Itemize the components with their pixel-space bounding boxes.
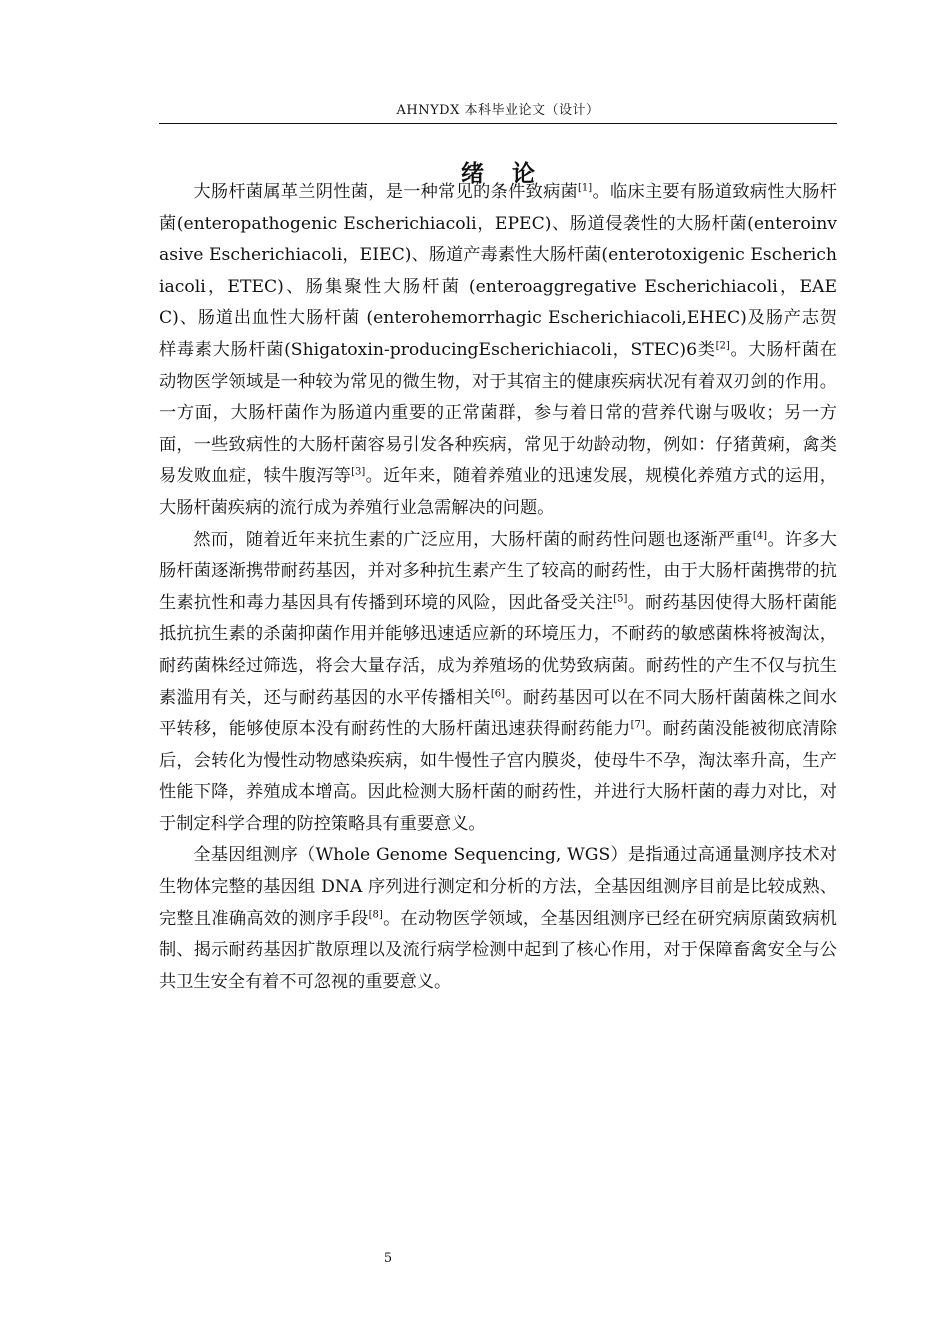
citation-ref: [3] <box>351 466 366 478</box>
header-rule <box>159 123 837 124</box>
text-run: 全基因组测序（Whole Genome Sequencing, WGS）是指通过高通量测序技术对生物体完整的基因组 DNA 序列进行测定和分析的方法，全基因组测序目前是比较成熟、完整且准确高效的测序手段 <box>159 845 837 929</box>
citation-ref: [8] <box>368 908 383 920</box>
citation-ref: [1] <box>578 182 593 194</box>
paragraph <box>159 177 837 525</box>
text-run: 。近年来，随着养殖业的迅速发展，规模化养殖方式的运用，大肠杆菌疾病的流行成为养殖行业急需解决的问题。 <box>159 466 837 518</box>
citation-ref: [4] <box>752 529 768 541</box>
paragraph <box>159 840 837 998</box>
text-run: 。耐药菌没能被彻底清除后，会转化为慢性动物感染疾病，如牛慢性子宫内膜炎，使母牛不孕，淘汰率升高，生产性能下降，养殖成本增高。因此检测大肠杆菌的耐药性，并进行大肠杆菌的毒力对比，对于制定科学合理的防控策略具有重要意义。 <box>159 719 837 834</box>
citation-ref: [5] <box>613 592 628 604</box>
chapter-title: 绪 论 <box>460 160 545 188</box>
body-text <box>159 177 837 998</box>
text-run: 。耐药基因使得大肠杆菌能抵抗抗生素的杀菌抑菌作用并能够迅速适应新的环境压力，不耐药的敏感菌株将被淘汰，耐药菌株经过筛选，将会大量存活，成为养殖场的优势致病菌。耐药性的产生不仅与抗生素滥用有关，还与耐药基因的水平传播相关 <box>159 592 837 708</box>
citation-ref: [7] <box>630 719 645 731</box>
paragraph <box>159 525 837 841</box>
text-run: 。大肠杆菌在动物医学领域是一种较为常见的微生物，对于其宿主的健康疾病状况有着双刃剑的作用。一方面，大肠杆菌作为肠道内重要的正常菌群，参与着日常的营养代谢与吸收；另一方面，一些致病性的大肠杆菌容易引发各种疾病，常见于幼龄动物，例如：仔猪黄痢，禽类易发败血症，犊牛腹泻等 <box>159 339 837 487</box>
text-run: 。在动物医学领域，全基因组测序已经在研究病原菌致病机制、揭示耐药基因扩散原理以及流行病学检测中起到了核心作用，对于保障畜禽安全与公共卫生安全有着不可忽视的重要意义。 <box>159 908 837 992</box>
citation-ref: [2] <box>715 340 730 352</box>
running-header: AHNYDX 本科毕业论文（设计） <box>396 103 600 118</box>
text-run: 。临床主要有肠道致病性大肠杆菌(enteropathogenic Escherichiacoli，EPEC)、肠道侵袭性的大肠杆菌(enteroinvasive Escherichiacoli，EIEC)、肠道产毒素性大肠杆菌(enterotoxigenic Escherichiacoli，ETEC)、肠集聚性大肠杆菌 (enteroaggregative Escherichiacoli，EAEC)、肠道出血性大肠杆菌 (enterohemorrhagic Escherichiacoli,EHEC)及肠产志贺样毒素大肠杆菌(Shigatoxin-producingEscherichiacoli，STEC)6类 <box>159 182 837 360</box>
text-run: 然而，随着近年来抗生素的广泛应用，大肠杆菌的耐药性问题也逐渐严重 <box>193 529 753 550</box>
text-run: 。许多大肠杆菌逐渐携带耐药基因，并对多种抗生素产生了较高的耐药性，由于大肠杆菌携带的抗生素抗性和毒力基因具有传播到环境的风险，因此备受关注 <box>159 529 837 613</box>
text-run: 。耐药基因可以在不同大肠杆菌菌株之间水平转移，能够使原本没有耐药性的大肠杆菌迅速获得耐药能力 <box>159 687 837 740</box>
citation-ref: [6] <box>490 687 506 699</box>
text-run: 大肠杆菌属革兰阴性菌，是一种常见的条件致病菌 <box>193 182 579 202</box>
page-number: 5 <box>383 1251 393 1266</box>
